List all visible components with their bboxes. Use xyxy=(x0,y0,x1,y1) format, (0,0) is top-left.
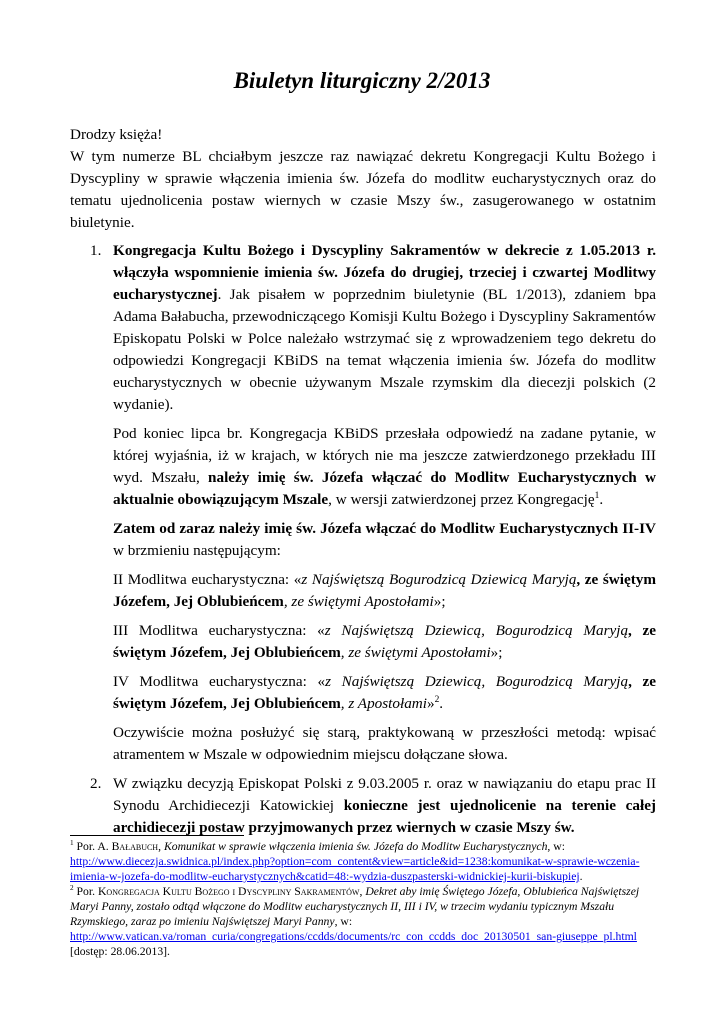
intro-paragraph: W tym numerze BL chciałbym jeszcze raz nawiązać dekretu Kongregacji Kultu Bożego i Dyscypliny w sprawie włączenia imienia św. Józefa do modlitw eucharystycznych oraz do tematu ujednolicenia postaw wiernych w czasie Mszy św., zasugerowanego w ostatnim biuletynie. xyxy=(70,148,656,231)
item1-paragraph-3: Zatem od zaraz należy imię św. Józefa włączać do Modlitw Eucharystycznych II-IV w brzmieniu następującym: xyxy=(113,520,656,559)
list-number: 2. xyxy=(90,775,102,792)
prayer-2: II Modlitwa eucharystyczna: «z Najświętszą Bogurodzicą Dziewicą Maryją, ze świętym Józefem, Jej Oblubieńcem, ze świętymi Apostołami»; xyxy=(113,571,656,610)
numbered-list xyxy=(70,240,656,846)
item1-paragraph-last: Oczywiście można posłużyć się starą, praktykowaną w przeszłości metodą: wpisać atramentem w Mszale w odpowiednim miejscu dołączane słowa. xyxy=(113,724,656,763)
item1-paragraph-2: Pod koniec lipca br. Kongregacja KBiDS przesłała odpowiedź na zadane pytanie, w której wyjaśnia, iż w krajach, w których nie ma jeszcze zatwierdzonego przekładu III wyd. Mszału, należy imię św. Józefa włączać do Modlitw Eucharystycznych w aktualnie obowiązującym Mszale, w wersji zatwierdzonej przez Kongregację$^1$. xyxy=(113,425,657,508)
footnote-1-link[interactable]: http://www.diecezja.swidnica.pl/index.php?option=com_content&view=article&id=1238:komunikat-w-sprawie-wczenia-imienia-w-jozefa-do-modlitw-eucharystycznych&catid=48:-wydzia-duszpasterski-widnickiej-kurii-biskupiej xyxy=(70,855,640,883)
footnote-2-link[interactable]: http://www.vatican.va/roman_curia/congregations/ccdds/documents/rc_con_ccdds_doc_20130501_san-giuseppe_pl.html xyxy=(70,930,637,943)
footnote-separator xyxy=(70,835,244,836)
document-title: Biuletyn liturgiczny 2/2013 xyxy=(233,68,491,93)
footnote-ref-1[interactable]: 1 xyxy=(594,490,600,501)
item2-paragraph: W związku decyzją Episkopat Polski z 9.03.2005 r. oraz w nawiązaniu do etapu prac II Synodu Archidiecezji Katowickiej konieczne jest ujednolicenie na terenie całej archidiecezji postaw przyjmowanych przez wiernych w czasie Mszy św. xyxy=(113,775,656,836)
list-item-2 xyxy=(70,773,656,839)
prayer-3: III Modlitwa eucharystyczna: «z Najświętszą Dziewicą, Bogurodzicą Maryją, ze świętym Józefem, Jej Oblubieńcem, ze świętymi Apostołami»; xyxy=(113,622,657,661)
footnote-ref-2[interactable]: 2 xyxy=(434,694,440,705)
item1-paragraph-1: Kongregacja Kultu Bożego i Dyscypliny Sakramentów w dekrecie z 1.05.2013 r. włączyła wspomnienie imienia św. Józefa do drugiej, trzeciej i czwartej Modlitwy eucharystycznej. Jak pisałem w poprzednim biuletynie (BL 1/2013), zdaniem bpa Adama Bałabucha, przewodniczącego Komisji Kultu Bożego i Dyscypliny Sakramentów Episkopatu Polski w Polce należało wstrzymać się z wprowadzeniem tego dekretu do odpowiedzi Kongregacji KBiDS na temat włączenia imienia św. Józefa do modlitw eucharystycznych w obecnie używanym Mszale rzymskim dla diecezji polskich (2 wydanie). xyxy=(113,242,656,413)
bold-lead: Kongregacja Kultu Bożego i Dyscypliny Sakramentów w dekrecie z 1.05.2013 r. włączyła wspomnienie imienia św. Józefa do drugiej, trzeciej i czwartej Modlitwy eucharystycznej xyxy=(113,242,656,303)
prayer-4: IV Modlitwa eucharystyczna: «z Najświętszą Dziewicą, Bogurodzicą Maryją, ze świętym Józefem, Jej Oblubieńcem, z Apostołami»$^2$. xyxy=(113,673,657,712)
list-item-1 xyxy=(70,240,656,766)
footnote-2: $^2$ Por. Kongregacja Kultu Bożego i Dyscypliny Sakramentów, Dekret aby imię Świętego Józefa, Oblubieńca Najświętszej Maryi Panny, zostało odtąd włączone do Modlitw eucharystycznych II, III i IV, w trzecim wydaniu typicznym Mszału Rzymskiego, zaraz po imieniu Najświętszej Maryi Panny, w: http://www.vatican.va/roman_curia/congregations/ccdds/documents/rc_con_ccdds_doc_20130501_san-giuseppe_pl.html [dostęp: 28.06.2013]. xyxy=(70,884,640,958)
greeting: Drodzy księża! xyxy=(70,126,163,143)
list-number: 1. xyxy=(90,242,102,259)
footnote-1: $^1$ Por. A. Bałabuch, Komunikat w sprawie włączenia imienia św. Józefa do Modlitw Eucharystycznych, w: http://www.diecezja.swidnica.pl/index.php?option=com_content&view=article&id=1238:komunikat-w-sprawie-wczenia-imienia-w-jozefa-do-modlitw-eucharystycznych&catid=48:-wydzia-duszpasterski-widnickiej-kurii-biskupiej. xyxy=(70,839,640,883)
footnotes xyxy=(70,835,656,959)
